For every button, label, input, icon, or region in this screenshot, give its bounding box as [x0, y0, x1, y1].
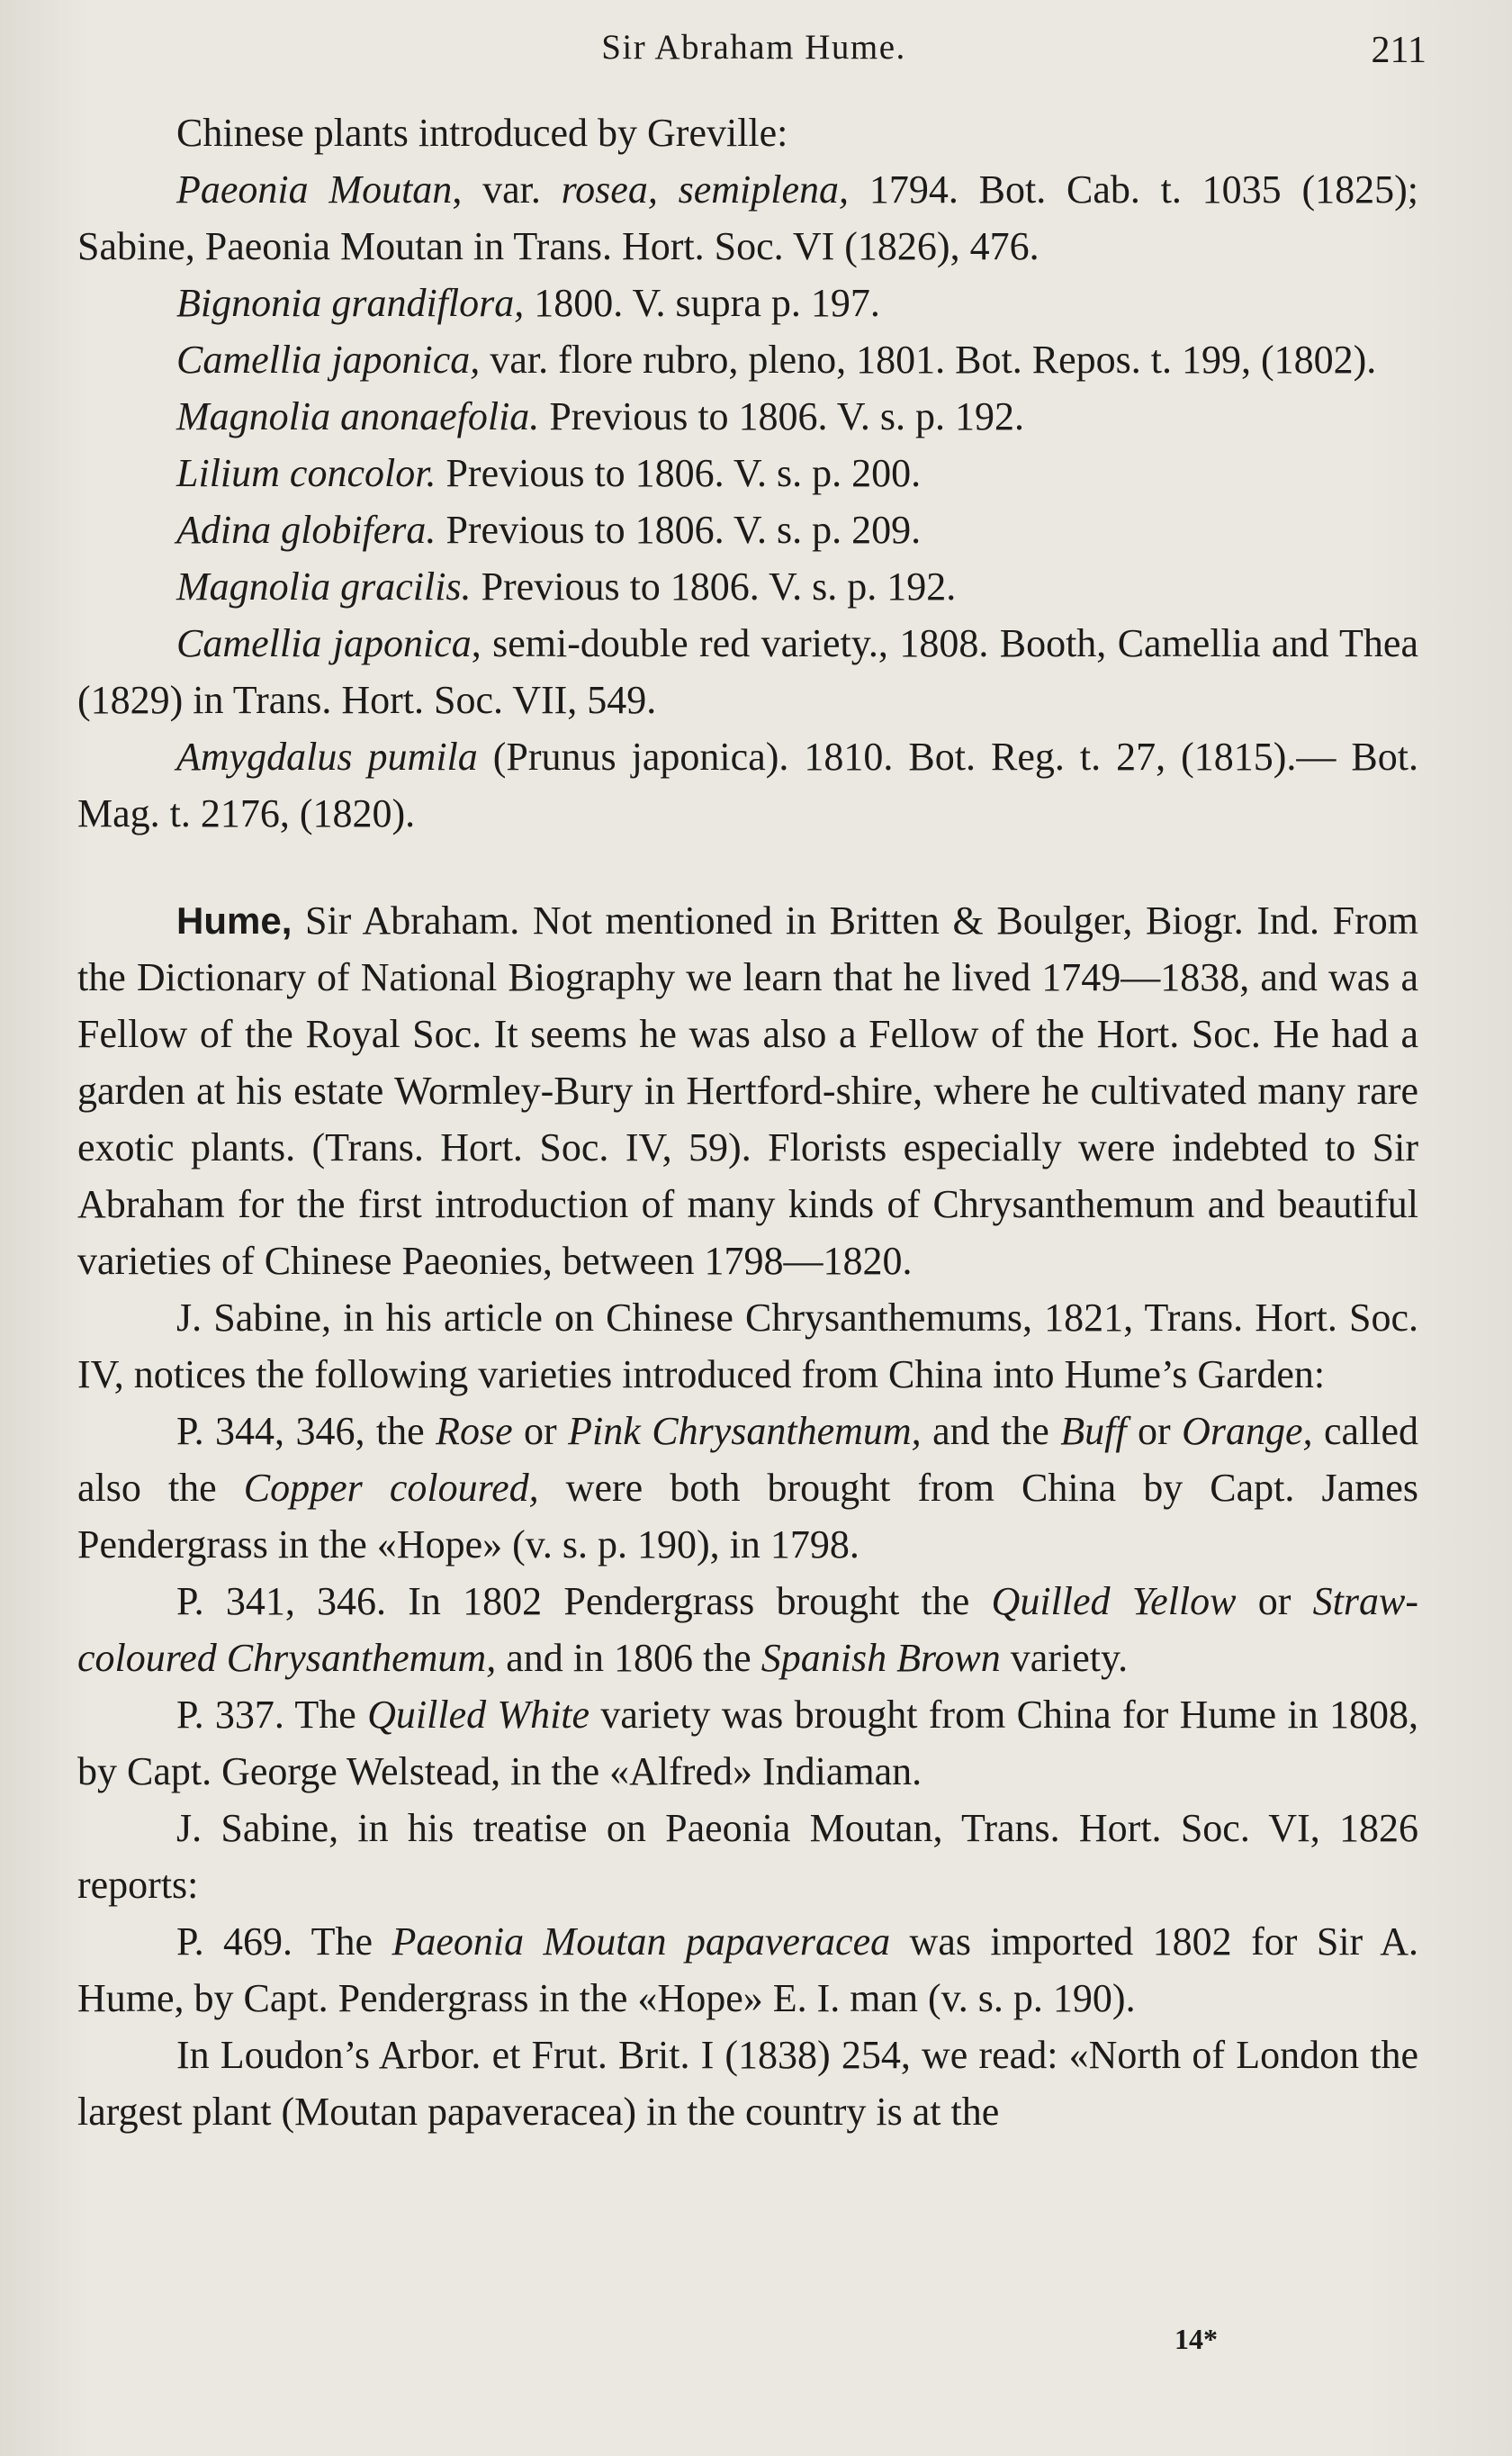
paragraph: P. 337. The Quilled White variety was brought from China for Hume in 1808, by Capt. George Welstead, in the «Alfred» Indiaman.: [77, 1693, 1418, 1793]
paragraph: In Loudon’s Arbor. et Frut. Brit. I (1838) 254, we read: «North of London the largest plant (Moutan papaveracea) in the country is at the: [77, 2033, 1418, 2134]
running-head: [81, 20, 1426, 83]
running-title: Sir Abraham Hume.: [601, 28, 906, 67]
signature-mark: 14*: [1174, 2323, 1218, 2355]
paragraph: P. 469. The Paeonia Moutan papaveracea was imported 1802 for Sir A. Hume, by Capt. Pendergrass in the «Hope» E. I. man (v. s. p. 190).: [77, 1919, 1418, 2020]
plant-entry: Magnolia gracilis. Previous to 1806. V. s. p. 192.: [176, 564, 957, 609]
plant-entry: Lilium concolor. Previous to 1806. V. s. p. 200.: [176, 451, 922, 495]
plant-entry: Magnolia anonaefolia. Previous to 1806. V. s. p. 192.: [176, 394, 1024, 438]
section-gap: [77, 842, 1418, 892]
paragraph: P. 341, 346. In 1802 Pendergrass brought the Quilled Yellow or Straw-coloured Chrysanthemum, and in 1806 the Spanish Brown variety.: [77, 1579, 1418, 1680]
page-number: 211: [1371, 30, 1426, 71]
paragraph: J. Sabine, in his treatise on Paeonia Moutan, Trans. Hort. Soc. VI, 1826 reports:: [77, 1806, 1418, 1907]
plant-entry: Camellia japonica, var. flore rubro, pleno, 1801. Bot. Repos. t. 199, (1802).: [176, 338, 1377, 382]
plant-entry: Amygdalus pumila (Prunus japonica). 1810. Bot. Reg. t. 27, (1815).— Bot. Mag. t. 2176, (1820).: [77, 735, 1418, 835]
plant-entry: Adina globifera. Previous to 1806. V. s. p. 209.: [176, 508, 922, 552]
plant-name: Bignonia grandiflora,: [176, 281, 525, 325]
paragraph: J. Sabine, in his article on Chinese Chrysanthemums, 1821, Trans. Hort. Soc. IV, notices the following varieties introduced from China into Hume’s Garden:: [77, 1296, 1418, 1396]
plant-name: Camellia japonica,: [176, 338, 481, 382]
page-body: [77, 104, 1418, 2140]
plant-entry: Paeonia Moutan, var. rosea, semiplena, 1794. Bot. Cab. t. 1035 (1825); Sabine, Paeonia Moutan in Trans. Hort. Soc. VI (1826), 476.: [77, 167, 1419, 268]
plant-name: Camellia japonica: [176, 621, 472, 665]
plant-name: Amygdalus pumila: [176, 735, 478, 779]
plant-name: Lilium concolor.: [176, 451, 436, 495]
plant-name: Paeonia Moutan: [176, 167, 453, 212]
plant-name: Magnolia anonaefolia.: [176, 394, 540, 438]
intro-line: Chinese plants introduced by Greville:: [176, 111, 788, 155]
plant-name: Magnolia gracilis.: [176, 564, 472, 609]
plant-entry: Bignonia grandiflora, 1800. V. supra p. 197.: [176, 281, 880, 325]
hume-entry-paragraph: Hume, Sir Abraham. Not mentioned in Britten & Boulger, Biogr. Ind. From the Dictionary of National Biography we learn that he lived 1749—1838, and was a Fellow of the Royal Soc. It seems he was also a Fellow of the Hort. Soc. He had a garden at his estate Wormley-Bury in Hertford-shire, where he cultivated many rare exotic plants. (Trans. Hort. Soc. IV, 59). Florists especially were indebted to Sir Abraham for the first introduction of many kinds of Chrysanthemum and beautiful varieties of Chinese Paeonies, between 1798—1820.: [77, 898, 1418, 1283]
entry-heading: Hume,: [176, 899, 292, 942]
plant-name: Adina globifera.: [176, 508, 436, 552]
plant-entry: Camellia japonica, semi-double red variety., 1808. Booth, Camellia and Thea (1829) in Trans. Hort. Soc. VII, 549.: [77, 621, 1418, 722]
paragraph: P. 344, 346, the Rose or Pink Chrysanthemum, and the Buff or Orange, called also the Copper coloured, were both brought from China by Capt. James Pendergrass in the «Hope» (v. s. p. 190), in 1798.: [77, 1409, 1419, 1567]
